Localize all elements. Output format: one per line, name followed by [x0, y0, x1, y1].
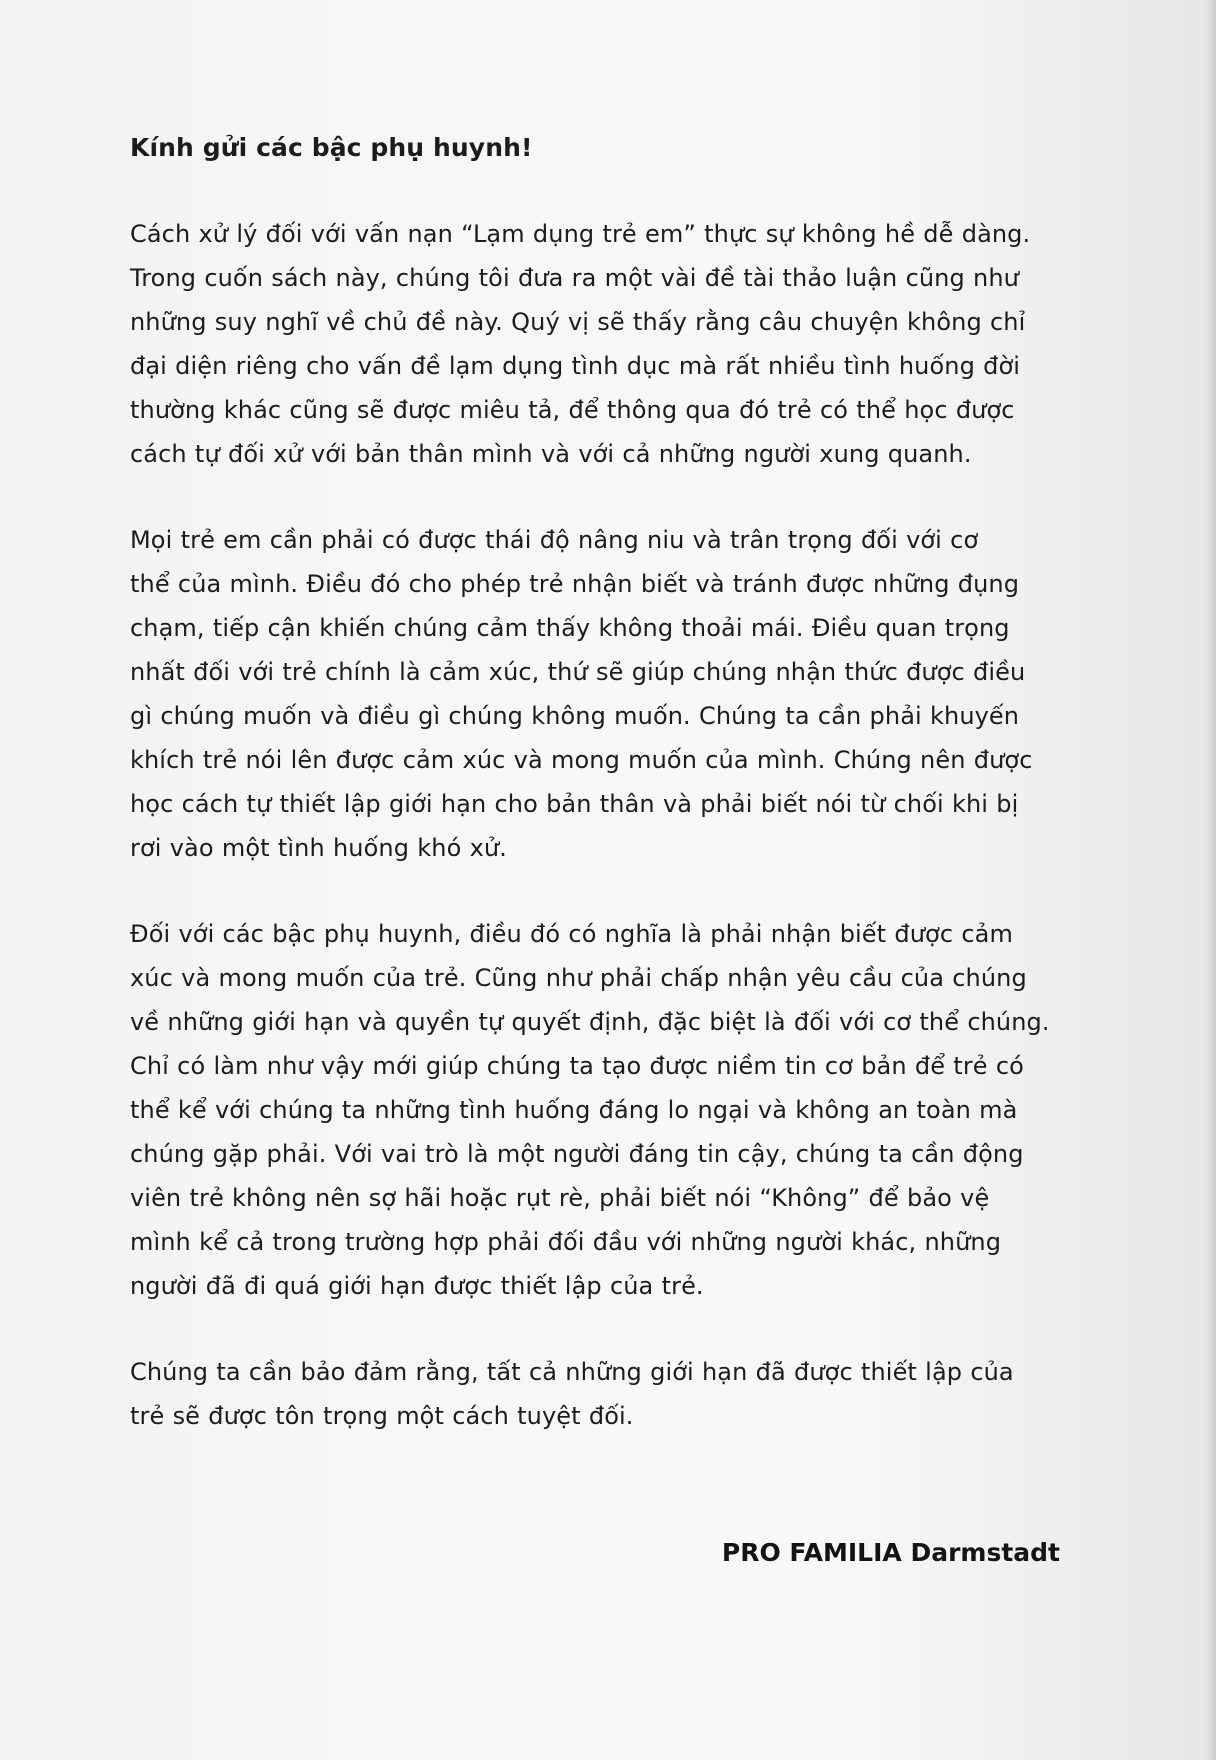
paragraph-line: chúng gặp phải. Với vai trò là một người đáng tin cậy, chúng ta cần động — [130, 1140, 1024, 1168]
paragraph-line: những suy nghĩ về chủ đề này. Quý vị sẽ thấy rằng câu chuyện không chỉ — [130, 308, 1026, 336]
paragraph-line: nhất đối với trẻ chính là cảm xúc, thứ sẽ giúp chúng nhận thức được điều — [130, 658, 1026, 686]
paragraph-2 — [130, 518, 1090, 870]
letter-body — [130, 128, 1090, 1567]
paragraph-line: khích trẻ nói lên được cảm xúc và mong muốn của mình. Chúng nên được — [130, 746, 1033, 774]
paragraph-4 — [130, 1350, 1090, 1438]
paragraph-line: chạm, tiếp cận khiến chúng cảm thấy không thoải mái. Điều quan trọng — [130, 614, 1010, 642]
paragraph-line: thể của mình. Điều đó cho phép trẻ nhận biết và tránh được những đụng — [130, 570, 1020, 598]
paragraph-line: người đã đi quá giới hạn được thiết lập của trẻ. — [130, 1272, 704, 1300]
paragraph-line: trẻ sẽ được tôn trọng một cách tuyệt đối. — [130, 1402, 634, 1430]
paragraph-line: Trong cuốn sách này, chúng tôi đưa ra một vài đề tài thảo luận cũng như — [130, 264, 1019, 292]
paragraph-line: thường khác cũng sẽ được miêu tả, để thông qua đó trẻ có thể học được — [130, 396, 1015, 424]
paragraph-line: xúc và mong muốn của trẻ. Cũng như phải chấp nhận yêu cầu của chúng — [130, 964, 1027, 992]
paragraph-line: cách tự đối xử với bản thân mình và với cả những người xung quanh. — [130, 440, 972, 468]
page-edge-shadow — [1206, 0, 1216, 1760]
greeting-heading: Kính gửi các bậc phụ huynh! — [130, 133, 533, 162]
paragraph-line: viên trẻ không nên sợ hãi hoặc rụt rè, phải biết nói “Không” để bảo vệ — [130, 1184, 990, 1212]
paragraph-3 — [130, 912, 1090, 1308]
signature: PRO FAMILIA Darmstadt — [721, 1538, 1060, 1567]
paragraph-line: Cách xử lý đối với vấn nạn “Lạm dụng trẻ em” thực sự không hề dễ dàng. — [130, 220, 1031, 248]
paragraph-line: Chỉ có làm như vậy mới giúp chúng ta tạo được niềm tin cơ bản để trẻ có — [130, 1052, 1024, 1080]
paragraph-line: Mọi trẻ em cần phải có được thái độ nâng niu và trân trọng đối với cơ — [130, 526, 979, 554]
paragraph-line: Đối với các bậc phụ huynh, điều đó có nghĩa là phải nhận biết được cảm — [130, 920, 1013, 948]
paragraph-line: học cách tự thiết lập giới hạn cho bản thân và phải biết nói từ chối khi bị — [130, 790, 1019, 818]
paragraph-line: rơi vào một tình huống khó xử. — [130, 834, 507, 862]
paragraph-line: Chúng ta cần bảo đảm rằng, tất cả những giới hạn đã được thiết lập của — [130, 1358, 1014, 1386]
paragraph-line: mình kể cả trong trường hợp phải đối đầu với những người khác, những — [130, 1228, 1002, 1256]
paragraph-1 — [130, 212, 1090, 476]
paragraph-line: thể kể với chúng ta những tình huống đáng lo ngại và không an toàn mà — [130, 1096, 1018, 1124]
paragraph-line: về những giới hạn và quyền tự quyết định, đặc biệt là đối với cơ thể chúng. — [130, 1008, 1050, 1036]
paragraph-line: đại diện riêng cho vấn đề lạm dụng tình dục mà rất nhiều tình huống đời — [130, 352, 1021, 380]
paragraph-line: gì chúng muốn và điều gì chúng không muốn. Chúng ta cần phải khuyến — [130, 702, 1020, 730]
